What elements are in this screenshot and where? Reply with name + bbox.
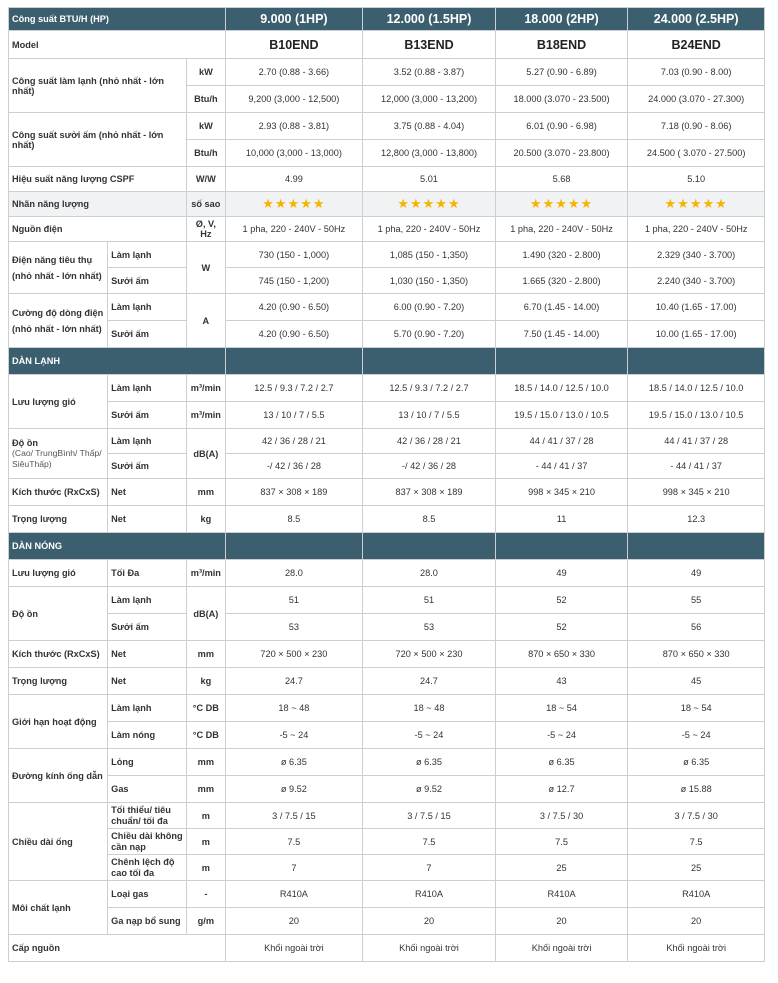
sub-label: Loại gas — [108, 881, 187, 908]
value-cell: 20 — [225, 908, 363, 935]
refrigerant-row — [9, 881, 765, 908]
value-cell: Khối ngoài trời — [363, 935, 496, 962]
value-cell: 7.5 — [225, 829, 363, 855]
unit-label: °C DB — [187, 722, 225, 749]
unit-label: kW — [187, 59, 225, 86]
refrigerant-row — [9, 908, 765, 935]
value-cell: 1,085 (150 - 1,350) — [363, 242, 496, 268]
unit-label: kg — [187, 506, 225, 533]
indoor-noise-label — [9, 429, 108, 479]
value-cell: 5.70 (0.90 - 7.20) — [363, 321, 496, 348]
indoor-airflow-label: Lưu lượng gió — [9, 375, 108, 429]
heating-capacity-label: Công suất sưởi ấm (nhỏ nhất - lớn nhất) — [9, 113, 187, 167]
value-cell: 24.7 — [363, 668, 496, 695]
sub-label: Làm lạnh — [108, 375, 187, 402]
unit-label: W — [187, 242, 225, 294]
value-cell: 25 — [628, 855, 765, 881]
value-cell: 2.240 (340 - 3.700) — [628, 268, 765, 294]
value-cell: 1.665 (320 - 2.800) — [495, 268, 628, 294]
value-cell: 24.7 — [225, 668, 363, 695]
capacity-1-5hp: 12.000 (1.5HP) — [363, 8, 496, 31]
current-row — [9, 294, 765, 321]
unit-label: m³/min — [187, 560, 225, 587]
value-cell: 18 ~ 48 — [363, 695, 496, 722]
unit-label: A — [187, 294, 225, 348]
value-cell: 720 × 500 × 230 — [225, 641, 363, 668]
value-cell: 18.5 / 14.0 / 12.5 / 10.0 — [628, 375, 765, 402]
energy-label-row — [9, 192, 765, 217]
value-cell: 7 — [225, 855, 363, 881]
cooling-capacity-row — [9, 59, 765, 86]
unit-label: mm — [187, 641, 225, 668]
value-cell: ø 12.7 — [495, 776, 628, 803]
power-source-row — [9, 217, 765, 242]
value-cell: Khối ngoài trời — [495, 935, 628, 962]
value-cell: 837 × 308 × 189 — [225, 479, 363, 506]
value-cell: 1 pha, 220 - 240V - 50Hz — [628, 217, 765, 242]
unit-label: m³/min — [187, 375, 225, 402]
value-cell: 6.00 (0.90 - 7.20) — [363, 294, 496, 321]
value-cell: 42 / 36 / 28 / 21 — [225, 429, 363, 454]
value-cell: 53 — [225, 614, 363, 641]
value-cell: 10.00 (1.65 - 17.00) — [628, 321, 765, 348]
value-cell: 43 — [495, 668, 628, 695]
outdoor-weight-label: Trọng lượng — [9, 668, 108, 695]
sub-label: Sưởi ấm — [108, 614, 187, 641]
indoor-noise-title: Độ ồn — [12, 437, 39, 448]
value-cell: 42 / 36 / 28 / 21 — [363, 429, 496, 454]
star-rating-icon: ★★★★★ — [397, 196, 461, 211]
value-cell: 18.5 / 14.0 / 12.5 / 10.0 — [495, 375, 628, 402]
value-cell: -/ 42 / 36 / 28 — [363, 454, 496, 479]
indoor-dimension-row — [9, 479, 765, 506]
value-cell: 5.27 (0.90 - 6.89) — [495, 59, 628, 86]
sub-label: Sưởi ấm — [108, 454, 187, 479]
capacity-2hp: 18.000 (2HP) — [495, 8, 628, 31]
value-cell: 8.5 — [363, 506, 496, 533]
value-cell: R410A — [363, 881, 496, 908]
value-cell: 8.5 — [225, 506, 363, 533]
pipe-length-row — [9, 829, 765, 855]
capacity-2-5hp: 24.000 (2.5HP) — [628, 8, 765, 31]
cspf-label: Hiệu suất năng lượng CSPF — [9, 167, 187, 192]
value-cell: 20 — [628, 908, 765, 935]
value-cell: 49 — [628, 560, 765, 587]
outdoor-noise-row — [9, 614, 765, 641]
value-cell: ø 6.35 — [225, 749, 363, 776]
indoor-section-header — [9, 348, 765, 375]
value-cell: ø 6.35 — [495, 749, 628, 776]
pipe-length-label: Chiều dài ống — [9, 803, 108, 881]
value-cell: - 44 / 41 / 37 — [628, 454, 765, 479]
value-cell: 12.3 — [628, 506, 765, 533]
sub-label: Làm lạnh — [108, 294, 187, 321]
sub-label: Làm lạnh — [108, 695, 187, 722]
value-cell: 20.500 (3.070 - 23.800) — [495, 140, 628, 167]
value-cell: 52 — [495, 587, 628, 614]
model-value: B18END — [495, 31, 628, 59]
value-cell: Khối ngoài trời — [225, 935, 363, 962]
sub-label: Net — [108, 641, 187, 668]
sub-label: Sưởi ấm — [108, 402, 187, 429]
value-cell: 28.0 — [363, 560, 496, 587]
sub-label: Chênh lệch độ cao tối đa — [108, 855, 187, 881]
value-cell: 12.5 / 9.3 / 7.2 / 2.7 — [225, 375, 363, 402]
unit-label: m³/min — [187, 402, 225, 429]
unit-label: m — [187, 829, 225, 855]
value-cell: 2.329 (340 - 3.700) — [628, 242, 765, 268]
sub-label: Chiều dài không cần nạp — [108, 829, 187, 855]
star-rating-icon: ★★★★★ — [664, 196, 728, 211]
value-cell: 51 — [225, 587, 363, 614]
pipe-diameter-row — [9, 749, 765, 776]
unit-label: Ø, V, Hz — [187, 217, 225, 242]
value-cell: 3 / 7.5 / 15 — [225, 803, 363, 829]
value-cell: R410A — [225, 881, 363, 908]
value-cell: 53 — [363, 614, 496, 641]
unit-label: m — [187, 803, 225, 829]
value-cell: -5 ~ 24 — [628, 722, 765, 749]
spec-table — [8, 7, 765, 962]
value-cell: 998 × 345 × 210 — [495, 479, 628, 506]
unit-label: số sao — [187, 192, 225, 217]
indoor-weight-row — [9, 506, 765, 533]
sub-label: Gas — [108, 776, 187, 803]
value-cell: ø 6.35 — [363, 749, 496, 776]
unit-label: °C DB — [187, 695, 225, 722]
energy-label-label: Nhãn năng lượng — [9, 192, 187, 217]
outdoor-airflow-row — [9, 560, 765, 587]
indoor-weight-label: Trọng lượng — [9, 506, 108, 533]
unit-label: kg — [187, 668, 225, 695]
unit-label: dB(A) — [187, 587, 225, 641]
value-cell: 3 / 7.5 / 15 — [363, 803, 496, 829]
indoor-noise-note: (Cao/ TrungBình/ Thấp/ SiêuThấp) — [12, 447, 102, 469]
model-value: B10END — [225, 31, 363, 59]
value-cell: 4.20 (0.90 - 6.50) — [225, 294, 363, 321]
model-value: B13END — [363, 31, 496, 59]
value-cell: 3.52 (0.88 - 3.87) — [363, 59, 496, 86]
unit-label: Btu/h — [187, 140, 225, 167]
outdoor-section-title: DÀN NÓNG — [9, 533, 226, 560]
value-cell: 2.93 (0.88 - 3.81) — [225, 113, 363, 140]
value-cell: 9,200 (3,000 - 12,500) — [225, 86, 363, 113]
power-input-label: Điện năng tiêu thụ (nhỏ nhất - lớn nhất) — [9, 242, 108, 294]
value-cell: 7 — [363, 855, 496, 881]
value-cell: ø 9.52 — [363, 776, 496, 803]
value-cell: 3 / 7.5 / 30 — [628, 803, 765, 829]
pipe-length-row — [9, 803, 765, 829]
value-cell: 18 ~ 48 — [225, 695, 363, 722]
power-supply-label: Cấp nguồn — [9, 935, 226, 962]
outdoor-weight-row — [9, 668, 765, 695]
value-cell: 7.5 — [495, 829, 628, 855]
outdoor-dimension-label: Kích thước (RxCxS) — [9, 641, 108, 668]
value-cell: 1 pha, 220 - 240V - 50Hz — [225, 217, 363, 242]
value-cell: 18.000 (3.070 - 23.500) — [495, 86, 628, 113]
value-cell: 5.10 — [628, 167, 765, 192]
value-cell: 7.5 — [363, 829, 496, 855]
indoor-dimension-label: Kích thước (RxCxS) — [9, 479, 108, 506]
indoor-noise-row — [9, 454, 765, 479]
value-cell: 25 — [495, 855, 628, 881]
value-cell: 6.70 (1.45 - 14.00) — [495, 294, 628, 321]
sub-label: Net — [108, 479, 187, 506]
value-cell: 12.5 / 9.3 / 7.2 / 2.7 — [363, 375, 496, 402]
value-cell: 837 × 308 × 189 — [363, 479, 496, 506]
indoor-airflow-row — [9, 375, 765, 402]
value-cell: 7.03 (0.90 - 8.00) — [628, 59, 765, 86]
value-cell: -5 ~ 24 — [495, 722, 628, 749]
power-source-label: Nguồn điện — [9, 217, 187, 242]
unit-label: kW — [187, 113, 225, 140]
model-value: B24END — [628, 31, 765, 59]
current-row — [9, 321, 765, 348]
value-cell: R410A — [495, 881, 628, 908]
value-cell: 11 — [495, 506, 628, 533]
value-cell: 4.99 — [225, 167, 363, 192]
sub-label: Làm lạnh — [108, 429, 187, 454]
value-cell: ø 6.35 — [628, 749, 765, 776]
value-cell: -/ 42 / 36 / 28 — [225, 454, 363, 479]
cooling-capacity-label: Công suất làm lạnh (nhỏ nhất - lớn nhất) — [9, 59, 187, 113]
value-cell: 10,000 (3,000 - 13,000) — [225, 140, 363, 167]
value-cell: 10.40 (1.65 - 17.00) — [628, 294, 765, 321]
unit-label: mm — [187, 479, 225, 506]
value-cell: 1.490 (320 - 2.800) — [495, 242, 628, 268]
value-cell: 19.5 / 15.0 / 13.0 / 10.5 — [628, 402, 765, 429]
sub-label: Tối Đa — [108, 560, 187, 587]
power-input-row — [9, 268, 765, 294]
value-cell: 5.01 — [363, 167, 496, 192]
sub-label: Net — [108, 506, 187, 533]
indoor-noise-row — [9, 429, 765, 454]
value-cell: 6.01 (0.90 - 6.98) — [495, 113, 628, 140]
value-cell: 13 / 10 / 7 / 5.5 — [225, 402, 363, 429]
value-cell: 5.68 — [495, 167, 628, 192]
value-cell: 1,030 (150 - 1,350) — [363, 268, 496, 294]
indoor-section-title: DÀN LẠNH — [9, 348, 226, 375]
value-cell: 13 / 10 / 7 / 5.5 — [363, 402, 496, 429]
value-cell: 870 × 650 × 330 — [628, 641, 765, 668]
unit-label: Btu/h — [187, 86, 225, 113]
value-cell: 51 — [363, 587, 496, 614]
value-cell: 45 — [628, 668, 765, 695]
sub-label: Ga nạp bổ sung — [108, 908, 187, 935]
value-cell: 44 / 41 / 37 / 28 — [628, 429, 765, 454]
unit-label: mm — [187, 749, 225, 776]
model-row — [9, 31, 765, 59]
value-cell: - 44 / 41 / 37 — [495, 454, 628, 479]
sub-label: Làm nóng — [108, 722, 187, 749]
sub-label: Làm lạnh — [108, 242, 187, 268]
value-cell: 18 ~ 54 — [628, 695, 765, 722]
value-cell: 870 × 650 × 330 — [495, 641, 628, 668]
value-cell: 49 — [495, 560, 628, 587]
pipe-diameter-row — [9, 776, 765, 803]
value-cell: 52 — [495, 614, 628, 641]
sub-label: Sưởi ấm — [108, 268, 187, 294]
heating-capacity-row — [9, 113, 765, 140]
model-label: Model — [9, 31, 226, 59]
value-cell: -5 ~ 24 — [225, 722, 363, 749]
outdoor-airflow-label: Lưu lượng gió — [9, 560, 108, 587]
sub-label: Tối thiểu/ tiêu chuẩn/ tối đa — [108, 803, 187, 829]
value-cell: 12,000 (3,000 - 13,200) — [363, 86, 496, 113]
indoor-airflow-row — [9, 402, 765, 429]
unit-label: - — [187, 881, 225, 908]
outdoor-noise-label: Độ ồn — [9, 587, 108, 641]
value-cell: 7.50 (1.45 - 14.00) — [495, 321, 628, 348]
value-cell: 56 — [628, 614, 765, 641]
value-cell: 745 (150 - 1,200) — [225, 268, 363, 294]
refrigerant-label: Môi chất lạnh — [9, 881, 108, 935]
value-cell: 3.75 (0.88 - 4.04) — [363, 113, 496, 140]
value-cell: 7.18 (0.90 - 8.06) — [628, 113, 765, 140]
operating-range-row — [9, 722, 765, 749]
value-cell: 20 — [363, 908, 496, 935]
unit-label: m — [187, 855, 225, 881]
value-cell: 28.0 — [225, 560, 363, 587]
value-cell: 24.000 (3.070 - 27.300) — [628, 86, 765, 113]
value-cell: 55 — [628, 587, 765, 614]
value-cell: 12,800 (3,000 - 13,800) — [363, 140, 496, 167]
header-row — [9, 8, 765, 31]
value-cell: 44 / 41 / 37 / 28 — [495, 429, 628, 454]
value-cell: 720 × 500 × 230 — [363, 641, 496, 668]
unit-label: W/W — [187, 167, 225, 192]
pipe-length-row — [9, 855, 765, 881]
value-cell: 7.5 — [628, 829, 765, 855]
star-rating-icon: ★★★★★ — [262, 196, 326, 211]
sub-label: Net — [108, 668, 187, 695]
capacity-header-label: Công suất BTU/H (HP) — [9, 8, 226, 31]
value-cell: 18 ~ 54 — [495, 695, 628, 722]
value-cell: 1 pha, 220 - 240V - 50Hz — [363, 217, 496, 242]
value-cell: 730 (150 - 1,000) — [225, 242, 363, 268]
cspf-row — [9, 167, 765, 192]
value-cell: 3 / 7.5 / 30 — [495, 803, 628, 829]
capacity-1hp: 9.000 (1HP) — [225, 8, 363, 31]
power-supply-row — [9, 935, 765, 962]
value-cell: ø 15.88 — [628, 776, 765, 803]
sub-label: Lỏng — [108, 749, 187, 776]
value-cell: 998 × 345 × 210 — [628, 479, 765, 506]
pipe-diameter-label: Đường kính ống dẫn — [9, 749, 108, 803]
unit-label: dB(A) — [187, 429, 225, 479]
unit-label: mm — [187, 776, 225, 803]
value-cell: 2.70 (0.88 - 3.66) — [225, 59, 363, 86]
sub-label: Làm lạnh — [108, 587, 187, 614]
value-cell: R410A — [628, 881, 765, 908]
star-rating-icon: ★★★★★ — [529, 196, 594, 211]
value-cell: ø 9.52 — [225, 776, 363, 803]
unit-label: g/m — [187, 908, 225, 935]
value-cell: -5 ~ 24 — [363, 722, 496, 749]
value-cell: 20 — [495, 908, 628, 935]
outdoor-noise-row — [9, 587, 765, 614]
current-label: Cường độ dòng điện (nhỏ nhất - lớn nhất) — [9, 294, 108, 348]
outdoor-section-header — [9, 533, 765, 560]
sub-label: Sưởi ấm — [108, 321, 187, 348]
value-cell: Khối ngoài trời — [628, 935, 765, 962]
operating-range-row — [9, 695, 765, 722]
value-cell: 1 pha, 220 - 240V - 50Hz — [495, 217, 628, 242]
operating-range-label: Giới hạn hoạt động — [9, 695, 108, 749]
value-cell: 24.500 ( 3.070 - 27.500) — [628, 140, 765, 167]
value-cell: 19.5 / 15.0 / 13.0 / 10.5 — [495, 402, 628, 429]
value-cell: 4.20 (0.90 - 6.50) — [225, 321, 363, 348]
power-input-row — [9, 242, 765, 268]
outdoor-dimension-row — [9, 641, 765, 668]
